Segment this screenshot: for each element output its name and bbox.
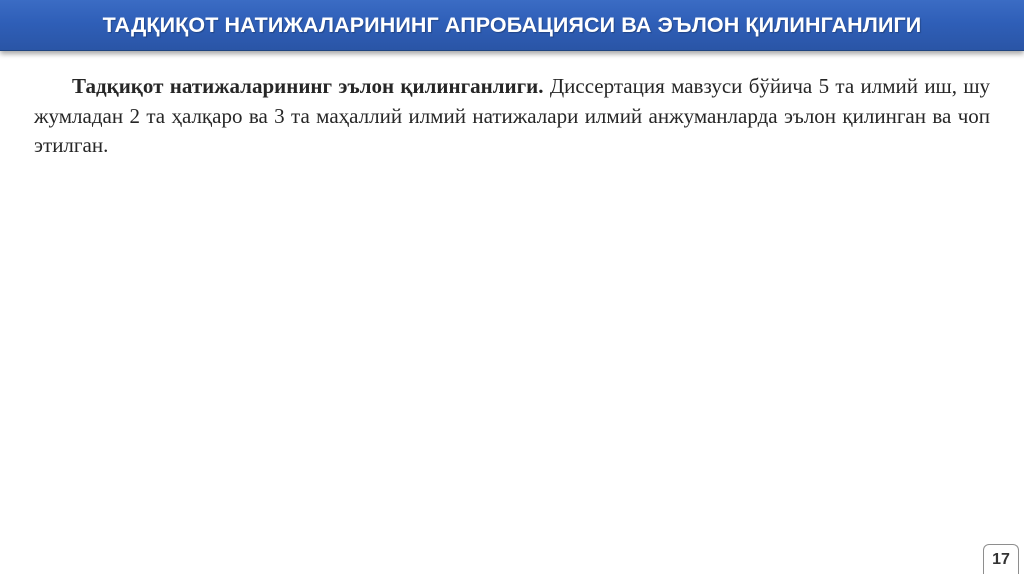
title-bar — [0, 0, 1024, 51]
paragraph-text: Диссертация мавзуси бўйича 5 та илмий иш, шу жумладан 2 та ҳалқаро ва 3 та маҳаллий илмий натижалари илмий анжуманларда эълон қилинган ва чоп этилган. — [34, 74, 990, 157]
slide-title: ТАДҚИҚОТ НАТИЖАЛАРИНИНГ АПРОБАЦИЯСИ ВА ЭЪЛОН ҚИЛИНГАНЛИГИ — [102, 12, 922, 37]
page-number: 17 — [992, 550, 1010, 568]
paragraph-lead: Тадқиқот натижаларининг эълон қилинганлиги. — [72, 74, 544, 98]
body-paragraph — [34, 72, 990, 161]
page-number-badge — [983, 544, 1019, 574]
